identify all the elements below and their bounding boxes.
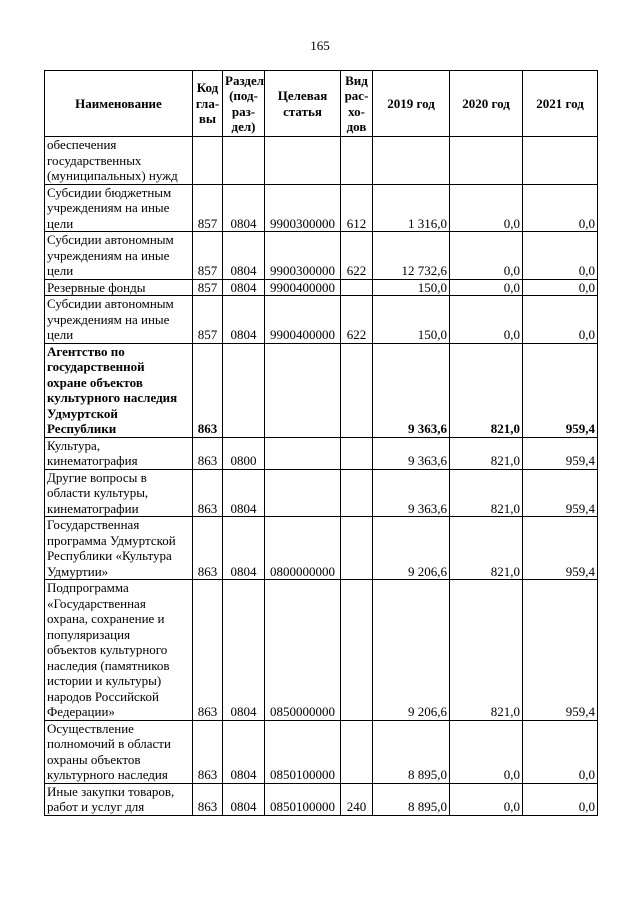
- cell-2020: 0,0: [450, 783, 523, 815]
- table-row: [45, 279, 598, 296]
- cell-section: 0804: [223, 783, 265, 815]
- cell-section: 0804: [223, 279, 265, 296]
- cell-section: 0800: [223, 437, 265, 469]
- header-2021: 2021 год: [523, 71, 598, 137]
- cell-2019: 9 206,6: [373, 517, 450, 580]
- cell-code: 863: [193, 469, 223, 517]
- cell-type: [341, 137, 373, 185]
- cell-2021: 959,4: [523, 343, 598, 437]
- cell-article: 9900300000: [265, 232, 341, 280]
- cell-code: [193, 137, 223, 185]
- cell-article: 0850100000: [265, 720, 341, 783]
- cell-type: [341, 437, 373, 469]
- cell-2019: 9 363,6: [373, 437, 450, 469]
- cell-2021: 0,0: [523, 783, 598, 815]
- cell-code: 863: [193, 580, 223, 721]
- cell-name: Субсидии автономным учреждениям на иные цели: [45, 296, 193, 344]
- cell-section: 0804: [223, 469, 265, 517]
- header-2019: 2019 год: [373, 71, 450, 137]
- header-code: Код гла- вы: [193, 71, 223, 137]
- cell-2020: 821,0: [450, 437, 523, 469]
- cell-code: 857: [193, 296, 223, 344]
- cell-2020: 821,0: [450, 469, 523, 517]
- cell-code: 863: [193, 720, 223, 783]
- cell-2021: 959,4: [523, 469, 598, 517]
- cell-type: [341, 469, 373, 517]
- cell-article: 0850100000: [265, 783, 341, 815]
- cell-type: [341, 517, 373, 580]
- table-row: [45, 137, 598, 185]
- cell-2019: 8 895,0: [373, 783, 450, 815]
- table-row: [45, 720, 598, 783]
- cell-2019: 8 895,0: [373, 720, 450, 783]
- cell-article: [265, 469, 341, 517]
- cell-article: [265, 437, 341, 469]
- cell-code: 863: [193, 343, 223, 437]
- cell-code: 857: [193, 279, 223, 296]
- header-type: Вид рас- хо- дов: [341, 71, 373, 137]
- cell-2019: 9 206,6: [373, 580, 450, 721]
- cell-section: 0804: [223, 580, 265, 721]
- table-row: [45, 343, 598, 437]
- table-row: [45, 296, 598, 344]
- budget-table: [44, 70, 598, 816]
- cell-2020: 821,0: [450, 580, 523, 721]
- cell-2021: 0,0: [523, 279, 598, 296]
- cell-code: 857: [193, 232, 223, 280]
- cell-2019: 9 363,6: [373, 469, 450, 517]
- cell-section: 0804: [223, 184, 265, 232]
- cell-type: [341, 580, 373, 721]
- cell-section: 0804: [223, 517, 265, 580]
- cell-2021: 0,0: [523, 232, 598, 280]
- cell-type: [341, 720, 373, 783]
- cell-name: Иные закупки товаров, работ и услуг для: [45, 783, 193, 815]
- cell-2019: 1 316,0: [373, 184, 450, 232]
- cell-2019: [373, 137, 450, 185]
- cell-type: 622: [341, 296, 373, 344]
- cell-name: Осуществление полномочий в области охраны объектов культурного наследия: [45, 720, 193, 783]
- cell-code: 857: [193, 184, 223, 232]
- cell-2020: 0,0: [450, 232, 523, 280]
- table-row: [45, 232, 598, 280]
- cell-name: Субсидии бюджетным учреждениям на иные цели: [45, 184, 193, 232]
- cell-section: 0804: [223, 296, 265, 344]
- table-row: [45, 437, 598, 469]
- table-header-row: [45, 71, 598, 137]
- table-row: [45, 783, 598, 815]
- cell-article: [265, 137, 341, 185]
- cell-2020: 0,0: [450, 296, 523, 344]
- cell-section: [223, 137, 265, 185]
- cell-section: 0804: [223, 232, 265, 280]
- cell-name: Подпрограмма «Государственная охрана, сохранение и популяризация объектов культурного наследия (памятников истории и культуры) народов Российской Федерации»: [45, 580, 193, 721]
- cell-name: Культура, кинематография: [45, 437, 193, 469]
- cell-name: Субсидии автономным учреждениям на иные цели: [45, 232, 193, 280]
- cell-code: 863: [193, 783, 223, 815]
- cell-2021: 0,0: [523, 184, 598, 232]
- cell-type: [341, 279, 373, 296]
- header-section: Раздел (под- раз- дел): [223, 71, 265, 137]
- cell-2020: 821,0: [450, 517, 523, 580]
- cell-type: 240: [341, 783, 373, 815]
- cell-name: обеспечения государственных (муниципальных) нужд: [45, 137, 193, 185]
- cell-2019: 150,0: [373, 279, 450, 296]
- cell-2020: 0,0: [450, 720, 523, 783]
- cell-article: 9900300000: [265, 184, 341, 232]
- cell-2021: 959,4: [523, 580, 598, 721]
- cell-type: 622: [341, 232, 373, 280]
- cell-2021: 959,4: [523, 437, 598, 469]
- cell-name: Государственная программа Удмуртской Республики «Культура Удмуртии»: [45, 517, 193, 580]
- cell-article: [265, 343, 341, 437]
- cell-2020: 0,0: [450, 279, 523, 296]
- cell-section: 0804: [223, 720, 265, 783]
- table-row: [45, 184, 598, 232]
- cell-2019: 12 732,6: [373, 232, 450, 280]
- cell-name: Агентство по государственной охране объектов культурного наследия Удмуртской Республики: [45, 343, 193, 437]
- table-row: [45, 517, 598, 580]
- header-2020: 2020 год: [450, 71, 523, 137]
- cell-2020: 0,0: [450, 184, 523, 232]
- cell-2021: 0,0: [523, 720, 598, 783]
- cell-2020: 821,0: [450, 343, 523, 437]
- cell-article: 0800000000: [265, 517, 341, 580]
- cell-article: 9900400000: [265, 279, 341, 296]
- table-row: [45, 469, 598, 517]
- cell-code: 863: [193, 437, 223, 469]
- header-name: Наименование: [45, 71, 193, 137]
- cell-type: [341, 343, 373, 437]
- cell-2019: 9 363,6: [373, 343, 450, 437]
- table-row: [45, 580, 598, 721]
- cell-name: Другие вопросы в области культуры, кинематографии: [45, 469, 193, 517]
- cell-article: 9900400000: [265, 296, 341, 344]
- cell-2019: 150,0: [373, 296, 450, 344]
- cell-article: 0850000000: [265, 580, 341, 721]
- cell-2020: [450, 137, 523, 185]
- page-number: 165: [310, 38, 330, 53]
- cell-type: 612: [341, 184, 373, 232]
- header-article: Целевая статья: [265, 71, 341, 137]
- cell-code: 863: [193, 517, 223, 580]
- cell-section: [223, 343, 265, 437]
- cell-2021: [523, 137, 598, 185]
- table-body: [45, 137, 598, 816]
- cell-2021: 959,4: [523, 517, 598, 580]
- cell-2021: 0,0: [523, 296, 598, 344]
- cell-name: Резервные фонды: [45, 279, 193, 296]
